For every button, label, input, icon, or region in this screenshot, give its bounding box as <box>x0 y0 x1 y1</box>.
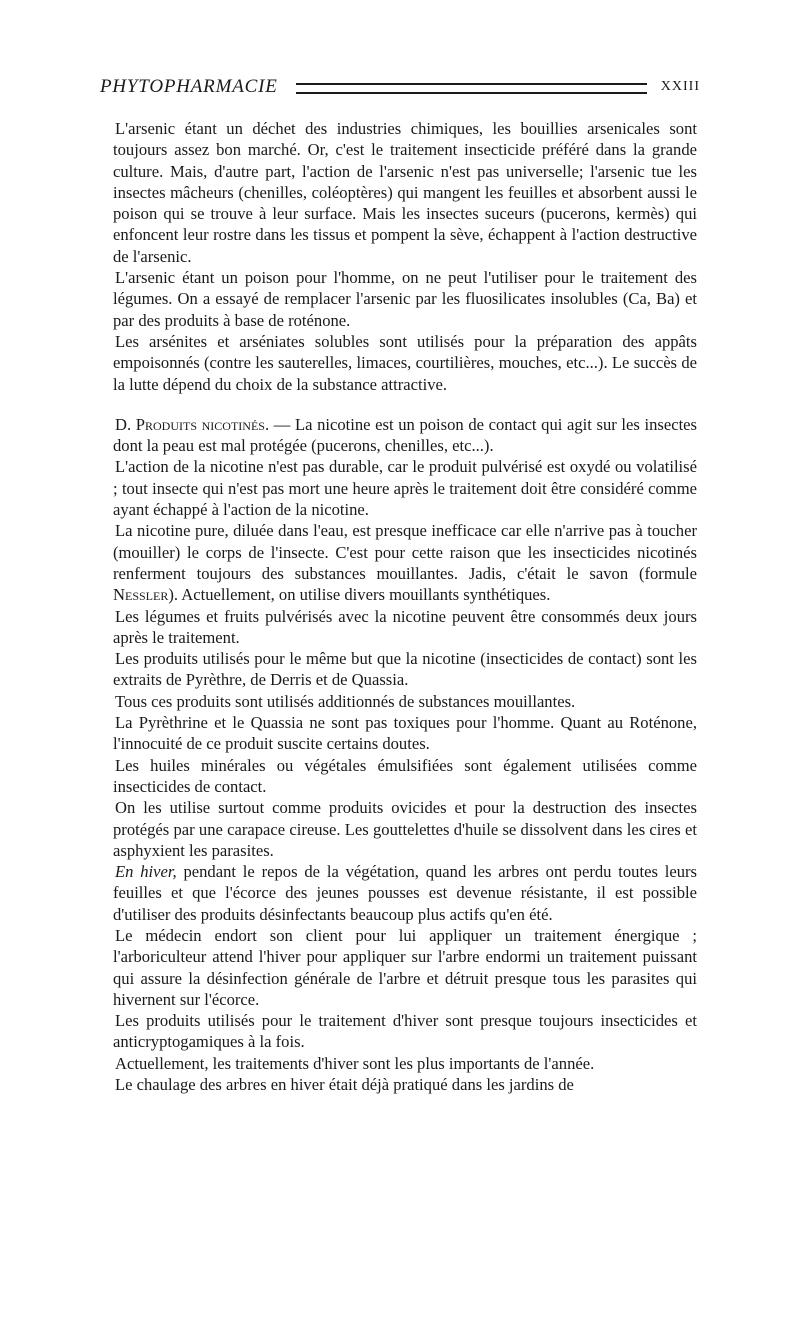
paragraph: L'arsenic étant un poison pour l'homme, on ne peut l'utiliser pour le traitement des légumes. On a essayé de remplacer l'arsenic par les fluosilicates insolubles (Ca, Ba) et par des produits à base de roténone. <box>113 268 697 330</box>
paragraph <box>113 520 697 605</box>
running-title: PHYTOPHARMACIE <box>100 76 278 97</box>
running-header <box>100 72 700 102</box>
paragraph: Actuellement, les traitements d'hiver sont les plus importants de l'année. <box>115 1053 595 1073</box>
paragraph: Les arsénites et arséniates solubles sont utilisés pour la préparation des appâts empoisonnés (contre les sauterelles, limaces, courtilières, mouches, etc...). Le succès de la lutte dépend du choix de la substance attractive. <box>113 331 697 394</box>
paragraph: On les utilise surtout comme produits ovicides et pour la destruction des insectes protégés par une carapace cireuse. Les gouttelettes d'huile se dissolvent dans les cires et asphyxient les parasites. <box>113 798 697 860</box>
paragraph: Les produits utilisés pour le même but que la nicotine (insecticides de contact) sont les extraits de Pyrèthre, de Derris et de Quassia. <box>113 649 697 690</box>
author-name: Nessler <box>113 585 169 605</box>
paragraph: L'arsenic étant un déchet des industries chimiques, les bouillies arsenicales sont toujours assez bon marché. Or, c'est le traitement insecticide préféré dans la grande culture. Mais, d'autre part, l'action de l'arsenic n'est pas universelle; l'arsenic tue les insectes mâcheurs (chenilles, coléoptères) qui mangent les feuilles et absorbent aussi le poison qui se trouve à leur surface. Mais les insectes suceurs (pucerons, kermès) qui enfoncent leur rostre dans les tissus et pompent la sève, échappent à l'action destructive de l'arsenic. <box>113 119 697 266</box>
page-number: XXIII <box>660 79 700 94</box>
page-body <box>113 118 697 1095</box>
paragraph <box>113 861 697 925</box>
paragraph: L'action de la nicotine n'est pas durable, car le produit pulvérisé est oxydé ou volatilisé ; tout insecte qui n'est pas mort une heure après le traitement doit être considéré comme ayant échappé à l'action de la nicotine. <box>113 457 697 520</box>
section-text: — La nicotine est un poison de contact qui agit sur les insectes dont la peau est mal protégée (pucerons, chenilles, etc...). <box>113 414 697 456</box>
paragraph: Les légumes et fruits pulvérisés avec la nicotine peuvent être consommés deux jours après le traitement. <box>113 606 697 647</box>
section-d-paragraph <box>113 414 697 457</box>
paragraph: Le médecin endort son client pour lui appliquer un traitement énergique ; l'arboriculteur attend l'hiver pour appliquer sur l'arbre endormi un traitement puissant qui assure la désinfection générale de l'arbre et détruit presque tous les parasites qui hivernent sur l'écorce. <box>113 925 697 1009</box>
paragraph: Les produits utilisés pour le traitement d'hiver sont presque toujours insecticides et anticryptogamiques à la fois. <box>113 1011 697 1052</box>
section-heading: D. Produits nicotinés. <box>115 414 270 434</box>
paragraph: Les huiles minérales ou végétales émulsifiées sont également utilisées comme insecticides de contact. <box>113 755 697 796</box>
italic-lead: En hiver, <box>115 862 177 882</box>
paragraph: Tous ces produits sont utilisés additionnés de substances mouillantes. <box>115 691 576 711</box>
paragraph-text: pendant le repos de la végétation, quand les arbres ont perdu toutes leurs feuilles et que l'écorce des jeunes pousses est devenue résistante, il est possible d'utiliser des produits désinfectants beaucoup plus actifs qu'en été. <box>113 862 697 924</box>
paragraph-text: La nicotine pure, diluée dans l'eau, est presque inefficace car elle n'arrive pas à toucher (mouiller) le corps de l'insecte. C'est pour cette raison que les insecticides nicotinés renferment toujours des substances mouillantes. Jadis, c'était le savon (formule <box>113 521 697 583</box>
paragraph-text-tail: ). Actuellement, on utilise divers mouillants synthétiques. <box>168 585 551 605</box>
paragraph: Le chaulage des arbres en hiver était déjà pratiqué dans les jardins de <box>115 1075 574 1095</box>
header-double-rule <box>296 83 647 94</box>
paragraph: La Pyrèthrine et le Quassia ne sont pas toxiques pour l'homme. Quant au Roténone, l'innocuité de ce produit suscite certains doutes. <box>113 713 697 754</box>
